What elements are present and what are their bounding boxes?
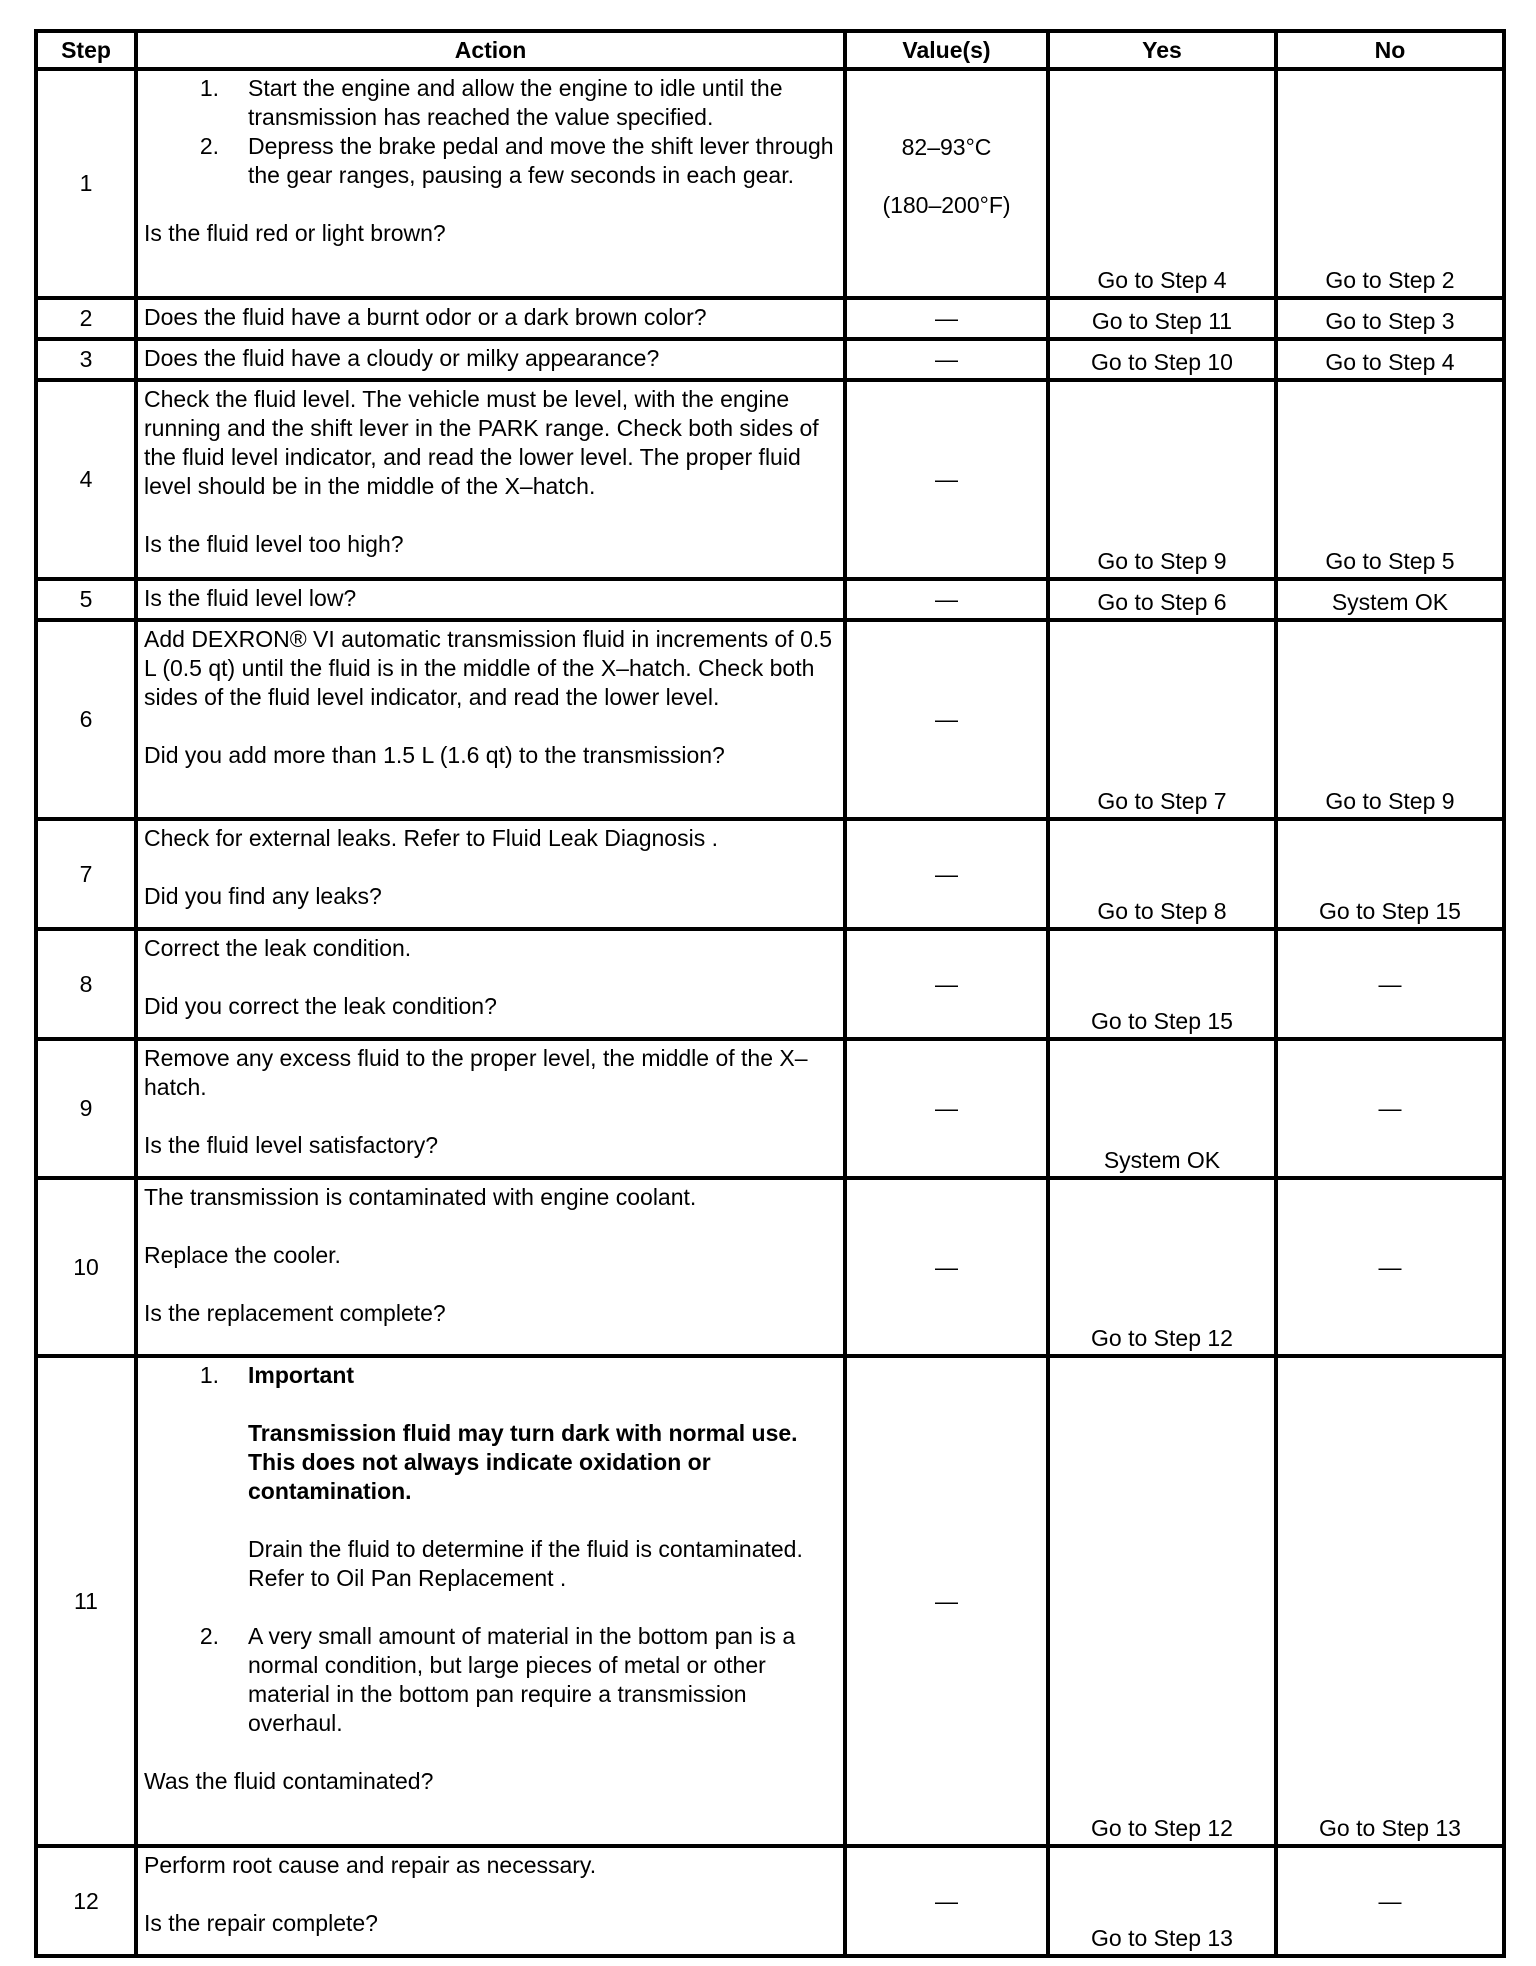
action-text: Perform root cause and repair as necessary. <box>144 1852 597 1878</box>
yes-cell: System OK <box>1048 1039 1276 1178</box>
yes-cell: Go to Step 8 <box>1048 819 1276 929</box>
value-cell: — <box>845 1356 1048 1846</box>
action-text: Check for external leaks. Refer to Fluid Leak Diagnosis . <box>144 825 718 851</box>
table-row <box>36 298 1504 339</box>
no-cell: Go to Step 3 <box>1276 298 1504 339</box>
value-cell: — <box>845 339 1048 380</box>
header-no: No <box>1276 31 1504 69</box>
action-text: Check the fluid level. The vehicle must be level, with the engine running and the shift lever in the PARK range. Check both sides of the fluid level indicator, and read the lower level. The proper fluid level should be in the middle of the X–hatch. <box>144 386 819 499</box>
action-question: Is the fluid red or light brown? <box>144 220 446 246</box>
step-number: 10 <box>36 1178 136 1356</box>
no-cell: Go to Step 15 <box>1276 819 1504 929</box>
action-cell <box>136 69 845 298</box>
header-values: Value(s) <box>845 31 1048 69</box>
step-number: 2 <box>36 298 136 339</box>
action-question: Is the fluid level too high? <box>144 531 404 557</box>
value-cell: — <box>845 1178 1048 1356</box>
table-row <box>36 1356 1504 1846</box>
no-cell: Go to Step 4 <box>1276 339 1504 380</box>
action-cell <box>136 1039 845 1178</box>
list-item-text: Drain the fluid to determine if the fluid is contaminated. Refer to Oil Pan Replacement . <box>248 1536 803 1591</box>
action-text: Remove any excess fluid to the proper level, the middle of the X–hatch. <box>144 1045 808 1100</box>
yes-cell: Go to Step 9 <box>1048 380 1276 579</box>
list-item: 1. Start the engine and allow the engine to idle until the transmission has reached the value specified. <box>199 75 783 130</box>
yes-cell: Go to Step 13 <box>1048 1846 1276 1956</box>
no-cell: Go to Step 9 <box>1276 620 1504 819</box>
table-row <box>36 69 1504 298</box>
action-cell <box>136 1356 845 1846</box>
step-number: 12 <box>36 1846 136 1956</box>
action-cell <box>136 620 845 819</box>
step-number: 5 <box>36 579 136 620</box>
action-question: Was the fluid contaminated? <box>144 1768 434 1794</box>
yes-cell: Go to Step 15 <box>1048 929 1276 1039</box>
action-text: Replace the cooler. <box>144 1242 341 1268</box>
step-number: 1 <box>36 69 136 298</box>
table-row <box>36 380 1504 579</box>
header-step: Step <box>36 31 136 69</box>
action-question: Does the fluid have a burnt odor or a dark brown color? <box>144 304 707 330</box>
table-row <box>36 579 1504 620</box>
action-text: The transmission is contaminated with engine coolant. <box>144 1184 697 1210</box>
yes-cell: Go to Step 7 <box>1048 620 1276 819</box>
value-celsius: 82–93°C <box>901 134 992 160</box>
action-question: Is the fluid level low? <box>144 585 357 611</box>
important-note: Transmission fluid may turn dark with normal use. This does not always indicate oxidation or contamination. <box>248 1420 798 1504</box>
value-cell <box>845 69 1048 298</box>
value-cell: — <box>845 579 1048 620</box>
important-label: Important <box>248 1362 355 1388</box>
action-cell <box>136 1178 845 1356</box>
action-cell <box>136 929 845 1039</box>
action-question: Did you correct the leak condition? <box>144 993 497 1019</box>
yes-cell: Go to Step 4 <box>1048 69 1276 298</box>
table-row <box>36 929 1504 1039</box>
step-number: 3 <box>36 339 136 380</box>
step-number: 8 <box>36 929 136 1039</box>
step-number: 9 <box>36 1039 136 1178</box>
action-question: Did you add more than 1.5 L (1.6 qt) to the transmission? <box>144 742 725 768</box>
table-row <box>36 1039 1504 1178</box>
step-number: 4 <box>36 380 136 579</box>
no-cell: — <box>1276 929 1504 1039</box>
action-cell <box>136 298 845 339</box>
action-text: Correct the leak condition. <box>144 935 412 961</box>
action-cell <box>136 579 845 620</box>
value-cell: — <box>845 1846 1048 1956</box>
list-item: 2. A very small amount of material in the bottom pan is a normal condition, but large pieces of metal or other material in the bottom pan require a transmission overhaul. <box>199 1623 796 1736</box>
value-cell: — <box>845 929 1048 1039</box>
action-cell <box>136 1846 845 1956</box>
step-number: 6 <box>36 620 136 819</box>
yes-cell: Go to Step 6 <box>1048 579 1276 620</box>
table-row <box>36 620 1504 819</box>
value-cell: — <box>845 1039 1048 1178</box>
diagnostic-table <box>34 29 1506 1958</box>
value-cell: — <box>845 819 1048 929</box>
yes-cell: Go to Step 11 <box>1048 298 1276 339</box>
table-row <box>36 819 1504 929</box>
table-row <box>36 1846 1504 1956</box>
no-cell: — <box>1276 1039 1504 1178</box>
list-item: 2. Depress the brake pedal and move the shift lever through the gear ranges, pausing a few seconds in each gear. <box>199 133 834 188</box>
value-cell: — <box>845 298 1048 339</box>
no-cell: — <box>1276 1846 1504 1956</box>
no-cell: Go to Step 2 <box>1276 69 1504 298</box>
list-item: 1. Important Transmission fluid may turn dark with normal use. This does not always indicate oxidation or contamination. Drain the fluid to determine if the fluid is contaminated. Refer to Oil Pan Replacement . <box>144 1361 837 1622</box>
action-text: Add DEXRON® VI automatic transmission fluid in increments of 0.5 L (0.5 qt) until the fluid is in the middle of the X–hatch. Check both sides of the fluid level indicator, and read the lower level. <box>144 626 833 710</box>
action-cell <box>136 380 845 579</box>
action-cell <box>136 339 845 380</box>
action-cell <box>136 819 845 929</box>
header-yes: Yes <box>1048 31 1276 69</box>
action-question: Is the fluid level satisfactory? <box>144 1132 439 1158</box>
no-cell: Go to Step 13 <box>1276 1356 1504 1846</box>
action-question: Is the repair complete? <box>144 1910 378 1936</box>
value-cell: — <box>845 380 1048 579</box>
header-action: Action <box>136 31 845 69</box>
action-question: Is the replacement complete? <box>144 1300 446 1326</box>
value-fahrenheit: (180–200°F) <box>882 192 1011 218</box>
header-row <box>36 31 1504 69</box>
action-question: Did you find any leaks? <box>144 883 382 909</box>
table-row <box>36 339 1504 380</box>
yes-cell: Go to Step 12 <box>1048 1178 1276 1356</box>
no-cell: System OK <box>1276 579 1504 620</box>
yes-cell: Go to Step 12 <box>1048 1356 1276 1846</box>
no-cell: Go to Step 5 <box>1276 380 1504 579</box>
action-list <box>144 74 837 190</box>
step-number: 11 <box>36 1356 136 1846</box>
table-row <box>36 1178 1504 1356</box>
step-number: 7 <box>36 819 136 929</box>
value-cell: — <box>845 620 1048 819</box>
action-list <box>144 1361 837 1738</box>
no-cell: — <box>1276 1178 1504 1356</box>
action-question: Does the fluid have a cloudy or milky appearance? <box>144 345 660 371</box>
yes-cell: Go to Step 10 <box>1048 339 1276 380</box>
